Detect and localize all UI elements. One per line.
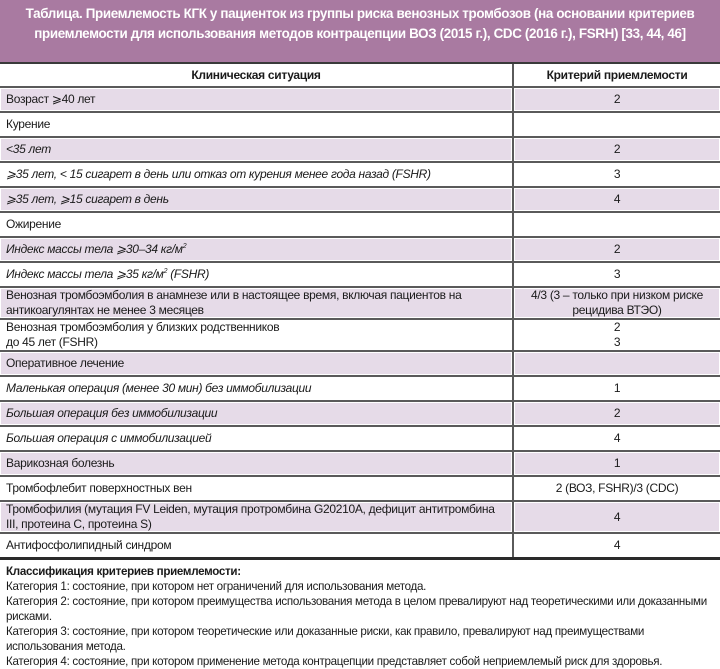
table-row [0,533,720,559]
situation-cell: Антифосфолипидный синдром [0,533,513,559]
criterion-cell: 4/3 (3 – только при низком риске рецидива ВТЭО) [513,287,720,319]
criterion-cell: 1 [513,451,720,476]
table-row [0,187,720,212]
situation-cell: Возраст ⩾40 лет [0,87,513,112]
header-clinical-situation: Клиническая ситуация [0,64,513,87]
table-row [0,137,720,162]
table-row [0,262,720,287]
table-row [0,376,720,401]
situation-cell: Варикозная болезнь [0,451,513,476]
table-row [0,319,720,351]
situation-cell [0,319,513,351]
table-row [0,237,720,262]
criterion-cell: 2 [513,87,720,112]
situation-cell: Тромбофилия (мутация FV Leiden, мутация протромбина G20210A, дефицит антитромбина III, протеина С, протеина S) [0,501,513,533]
table-title: Таблица. Приемлемость КГК у пациенток из группы риска венозных тромбозов (на основании критериев приемлемости для использования методов контрацепции ВОЗ (2015 г.), CDC (2016 г.), FSRH) [33, 44, 46] [0,0,720,64]
situation-cell: Тромбофлебит поверхностных вен [0,476,513,501]
situation-text: Индекс массы тела ⩾30–34 кг/м [6,242,183,256]
classification-legend [0,560,720,669]
legend-title: Классификация критериев приемлемости: [6,565,241,578]
table-row [0,287,720,319]
criterion-cell: 4 [513,426,720,451]
situation-cell [0,262,513,287]
section-cell: Ожирение [0,212,513,237]
criterion-cell: 4 [513,533,720,559]
criterion-cell: 2 [513,401,720,426]
criterion-cell [513,351,720,376]
table-row [0,162,720,187]
legend-item: Категория 1: состояние, при котором нет ограничений для использования метода. [6,580,427,593]
table-row [0,476,720,501]
table-row [0,401,720,426]
situation-line: до 45 лет (FSHR) [6,335,98,349]
criterion-cell: 3 [513,162,720,187]
table-row-section [0,351,720,376]
situation-cell: ⩾35 лет, ⩾15 сигарет в день [0,187,513,212]
header-criterion: Критерий приемлемости [513,64,720,87]
situation-cell [0,237,513,262]
section-cell: Оперативное лечение [0,351,513,376]
superscript: 2 [182,243,187,250]
criterion-cell [513,212,720,237]
criteria-table [0,64,720,560]
situation-cell: Венозная тромбоэмболия в анамнезе или в настоящее время, включая пациентов на антикоагулянтах не менее 3 месяцев [0,287,513,319]
table-header-row [0,64,720,87]
criterion-cell: 2 [513,137,720,162]
legend-item: Категория 4: состояние, при котором применение метода контрацепции представляет собой неприемлемый риск для здоровья. [6,655,663,668]
superscript: 2 [163,268,168,275]
table-row-section [0,112,720,137]
situation-cell: Большая операция с иммобилизацией [0,426,513,451]
table-row [0,501,720,533]
situation-cell: Маленькая операция (менее 30 мин) без иммобилизации [0,376,513,401]
table-row [0,451,720,476]
criterion-cell: 4 [513,501,720,533]
criterion-cell [513,112,720,137]
situation-text: Индекс массы тела ⩾35 кг/м [6,267,164,281]
legend-item: Категория 2: состояние, при котором преимущества использования метода в целом превалируют над теоретическими или доказанными рисками. [6,595,707,623]
criterion-cell: 2 (ВОЗ, FSHR)/3 (CDC) [513,476,720,501]
criterion-cell: 4 [513,187,720,212]
criterion-cell: 3 [513,262,720,287]
situation-cell: ⩾35 лет, < 15 сигарет в день или отказ от курения менее года назад (FSHR) [0,162,513,187]
section-cell: Курение [0,112,513,137]
legend-item: Категория 3: состояние, при котором теоретические или доказанные риски, как правило, превалируют над преимуществами использования метода. [6,625,645,653]
criterion-line: 2 [613,320,621,334]
situation-suffix: (FSHR) [167,267,210,281]
table-row [0,87,720,112]
criterion-line: 3 [613,335,621,349]
criterion-cell [513,319,720,351]
situation-cell: Большая операция без иммобилизации [0,401,513,426]
criterion-cell: 2 [513,237,720,262]
criterion-cell: 1 [513,376,720,401]
situation-line: Венозная тромбоэмболия у близких родственников [6,320,280,334]
table-row-section [0,212,720,237]
table-row [0,426,720,451]
situation-cell: <35 лет [0,137,513,162]
